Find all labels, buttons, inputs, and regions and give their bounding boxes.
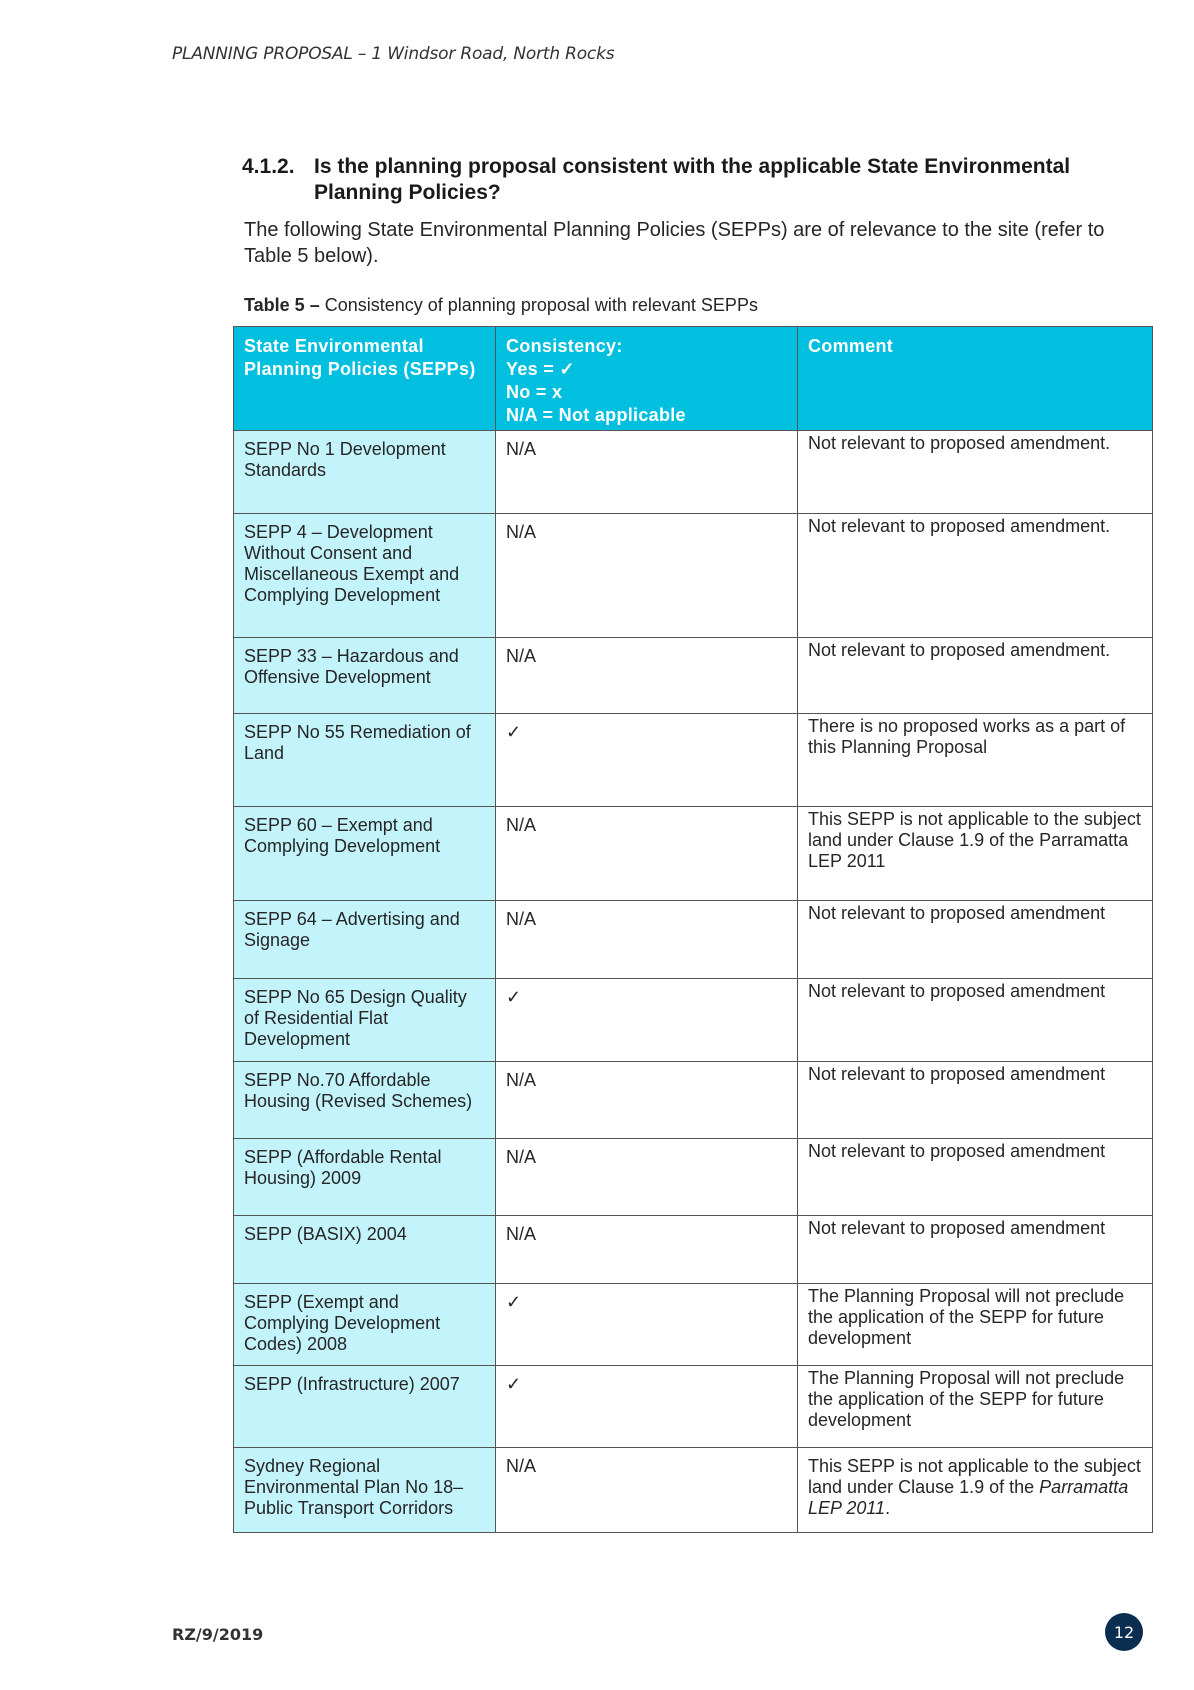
- policy-cell: SEPP (Affordable Rental Housing) 2009: [234, 1139, 496, 1216]
- table-header-row: [234, 327, 1153, 431]
- consistency-cell: N/A: [496, 1216, 798, 1284]
- section-number: 4.1.2.: [242, 155, 295, 178]
- page-number-badge: [1105, 1613, 1143, 1651]
- intro-paragraph: The following State Environmental Planning Policies (SEPPs) are of relevance to the site (refer to Table 5 below).: [244, 219, 1105, 267]
- policy-cell: SEPP No.70 Affordable Housing (Revised Schemes): [234, 1062, 496, 1139]
- table-row: [234, 1139, 1153, 1216]
- page-number: 12: [1113, 1622, 1135, 1642]
- comment-cell: This SEPP is not applicable to the subject land under Clause 1.9 of the Parramatta LEP 2011: [798, 807, 1153, 901]
- comment-cell: Not relevant to proposed amendment: [798, 1216, 1153, 1284]
- running-header: PLANNING PROPOSAL – 1 Windsor Road, North Rocks: [172, 44, 615, 64]
- section-title: Is the planning proposal consistent with the applicable State Environmental Planning Policies?: [314, 155, 1071, 204]
- table-row: [234, 1448, 1153, 1533]
- comment-cell: The Planning Proposal will not preclude the application of the SEPP for future development: [798, 1366, 1153, 1448]
- consistency-cell: N/A: [496, 1448, 798, 1533]
- document-reference: RZ/9/2019: [172, 1625, 264, 1644]
- header-consistency: [496, 327, 798, 431]
- table-row: [234, 979, 1153, 1062]
- policy-cell: SEPP 60 – Exempt and Complying Development: [234, 807, 496, 901]
- header-consistency-line: N/A = Not applicable: [506, 405, 686, 425]
- consistency-cell: N/A: [496, 431, 798, 514]
- comment-cell: Not relevant to proposed amendment: [798, 1062, 1153, 1139]
- policy-cell: SEPP 4 – Development Without Consent and Miscellaneous Exempt and Complying Development: [234, 514, 496, 638]
- table-row: [234, 1216, 1153, 1284]
- table-row: [234, 514, 1153, 638]
- consistency-cell: N/A: [496, 1139, 798, 1216]
- table-row: [234, 1284, 1153, 1366]
- table-caption-text: Consistency of planning proposal with relevant SEPPs: [319, 295, 758, 315]
- table-row: [234, 714, 1153, 807]
- table-row: [234, 431, 1153, 514]
- consistency-cell: N/A: [496, 1062, 798, 1139]
- consistency-cell: N/A: [496, 638, 798, 714]
- policy-cell: SEPP (BASIX) 2004: [234, 1216, 496, 1284]
- table-caption: [244, 295, 758, 316]
- table-row: [234, 807, 1153, 901]
- policy-cell: Sydney Regional Environmental Plan No 18– Public Transport Corridors: [234, 1448, 496, 1533]
- consistency-cell: ✓: [496, 1284, 798, 1366]
- consistency-cell: N/A: [496, 807, 798, 901]
- header-consistency-line: No = x: [506, 382, 563, 402]
- consistency-cell: N/A: [496, 901, 798, 979]
- policy-cell: SEPP 33 – Hazardous and Offensive Development: [234, 638, 496, 714]
- comment-cell: Not relevant to proposed amendment.: [798, 514, 1153, 638]
- table-row: [234, 1062, 1153, 1139]
- comment-cell: Not relevant to proposed amendment: [798, 1139, 1153, 1216]
- header-comment: Comment: [798, 327, 1153, 431]
- comment-cell: The Planning Proposal will not preclude the application of the SEPP for future development: [798, 1284, 1153, 1366]
- sepp-consistency-table: [233, 326, 1153, 1533]
- consistency-cell: ✓: [496, 1366, 798, 1448]
- comment-italic-text: Parramatta LEP 2011: [808, 1477, 1129, 1518]
- comment-cell: Not relevant to proposed amendment.: [798, 431, 1153, 514]
- table-row: [234, 638, 1153, 714]
- comment-cell: Not relevant to proposed amendment: [798, 901, 1153, 979]
- table-row: [234, 1366, 1153, 1448]
- table-caption-label: Table 5 –: [244, 295, 320, 315]
- policy-cell: SEPP No 1 Development Standards: [234, 431, 496, 514]
- policy-cell: SEPP (Infrastructure) 2007: [234, 1366, 496, 1448]
- comment-cell: Not relevant to proposed amendment.: [798, 638, 1153, 714]
- header-sepp: State Environmental Planning Policies (SEPPs): [234, 327, 496, 431]
- policy-cell: SEPP No 65 Design Quality of Residential Flat Development: [234, 979, 496, 1062]
- policy-cell: SEPP No 55 Remediation of Land: [234, 714, 496, 807]
- comment-cell: [798, 1448, 1153, 1533]
- section-heading: [242, 154, 1122, 206]
- header-consistency-line: Yes = ✓: [506, 359, 575, 379]
- consistency-cell: ✓: [496, 714, 798, 807]
- policy-cell: SEPP (Exempt and Complying Development Codes) 2008: [234, 1284, 496, 1366]
- policy-cell: SEPP 64 – Advertising and Signage: [234, 901, 496, 979]
- consistency-cell: ✓: [496, 979, 798, 1062]
- comment-suffix: .: [885, 1498, 891, 1518]
- table-row: [234, 901, 1153, 979]
- comment-cell: Not relevant to proposed amendment: [798, 979, 1153, 1062]
- consistency-cell: N/A: [496, 514, 798, 638]
- comment-cell: There is no proposed works as a part of this Planning Proposal: [798, 714, 1153, 807]
- header-consistency-line: Consistency:: [506, 336, 623, 356]
- comment-text: This SEPP is not applicable to the subject land under Clause 1.9 of the: [808, 1456, 1141, 1497]
